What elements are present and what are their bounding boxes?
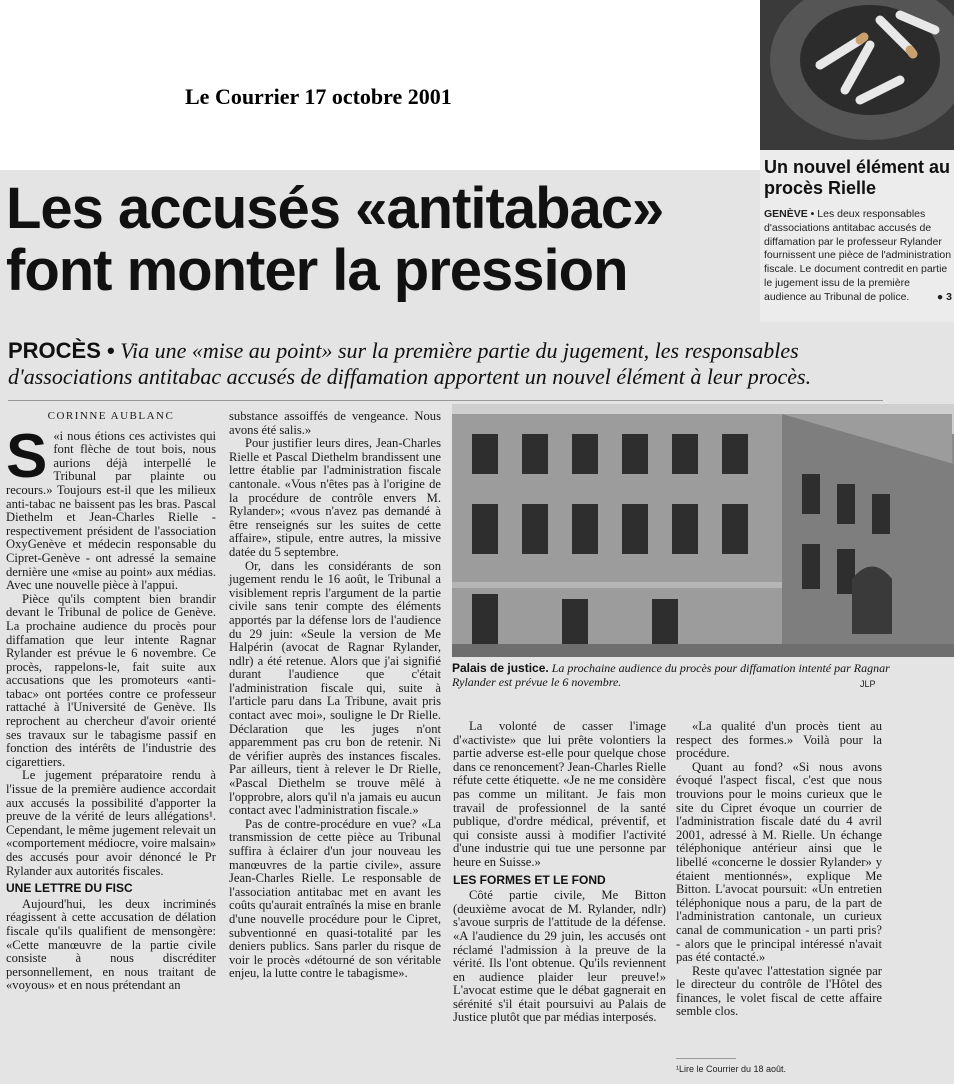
paragraph: Le jugement préparatoire rendu à l'issue de la première audience accordait aux accusés la possibilité d'apporter la preuve de la vérité de leurs allégations¹. Cependant, le même jugement relevait un «comportement médiocre, voire malsain» des accusés pour avoir dénoncé le Pr Rylander aux autorités fiscales.	[6, 768, 216, 878]
drop-cap: S	[6, 421, 48, 491]
palais-de-justice-image	[452, 404, 954, 657]
teaser-kicker: GENÈVE •	[764, 208, 815, 220]
paragraph: «La qualité d'un procès tient au respect des formes.» Voilà pour la procédure.	[676, 719, 882, 761]
ashtray-cigarettes-image	[760, 0, 954, 150]
header-divider	[8, 400, 883, 401]
paragraph: La volonté de casser l'image d'«activiste» que lui prête volontiers la partie adverse est-elle pour quelque chose dans ce renoncement? Jean-Charles Rielle réfute cette étiquette. «Je ne me considère pas comme un militant. Je fais mon travail de professionnel de la santé publique, d'ordre médical, préventif, et qui consiste aussi à modifier l'activité d'une industrie qui tue une personne par heure en Suisse.»	[453, 719, 666, 869]
ashtray-photo	[760, 0, 954, 150]
paragraph: Pour justifier leurs dires, Jean-Charles Rielle et Pascal Diethelm brandissent une lettre établie par l'administration fiscale cantonale. «Vous n'êtes pas à l'origine de la procédure de contrôle envers M. Rylander»; «vous n'avez pas demandé à être renseignés sur les suites de cette affaire», stipule, entre autres, la missive datée du 5 septembre.	[229, 436, 441, 559]
paragraph: Reste qu'avec l'attestation signée par le directeur du contrôle de l'Hôtel des finances, le volet fiscal de cette affaire semble clos.	[676, 963, 882, 1019]
article-column-4	[676, 720, 882, 1019]
footnote: ¹Lire le Courrier du 18 août.	[676, 1064, 787, 1074]
paragraph: «i nous étions ces activistes qui font flèche de tout bois, nous aurions déjà interpellé le Tribunal par plainte ou recours.» Toujours est-il que les milieux anti-tabac ne baissent pas les bras. Pascal Diethelm et Jean-Charles Rielle - respectivement président de l'association OxyGenève et médecin responsable du Cipret-Genève - ont adressé la semaine dernière une «mise au point» aux médias. Avec une nouvelle pièce à l'appui.	[6, 428, 216, 593]
article-column-2	[229, 410, 441, 981]
paragraph: Or, dans les considérants de son jugement rendu le 16 août, le Tribunal a visiblement repris l'argument de la partie civile sans tenir compte des éléments apportés par la défense lors de l'audience du 29 juin: «Seule la version de Me Halpérin (avocat de Ragnar Rylander, ndlr) a été retenue. Alors que j'ai signifié durant l'audience que c'était l'administration fiscale qui, suite à l'article paru dans La Tribune, avait pris contact avec moi», souligne le Dr Rielle. Déclaration que les juges n'ont apparemment pas cru bon de retenir. Ni de vérifier auprès des instances fiscales. Par ailleurs, tient à relever le Dr Rielle, «Pascal Diethelm se trouve mêlé à l'opprobre, alors qu'il n'a jamais eu aucun contact avec l'administration fiscale.»	[229, 558, 441, 818]
headline: Les accusés «antitabac» font monter la pression	[6, 176, 664, 303]
paragraph: Quant au fond? «Si nous avons évoqué l'aspect fiscal, c'est que nous trouvions pour le moins curieux que le site du Cipret évoque un courrier de l'administration fiscale daté du 4 avril 2001, adressé à M. Rielle. Un échange téléphonique antérieur ainsi que le libellé «concerne le dossier Rylander» y étaient mentionnés», explique Me Bitton. L'avocat poursuit: «Un entretien téléphonique nous a paru, de la part de l'administration cantonale, un curieux canal de communication - un parti pris? - alors que le principal intéressé n'avait pas été contacté.»	[676, 759, 882, 965]
subhead-text: Via une «mise au point» sur la première partie du jugement, les responsables d'associations antitabac accusés de diffamation apportent un nouvel élément à leur procès.	[8, 338, 812, 389]
article-column-3	[453, 720, 666, 1025]
section-heading: LES FORMES ET LE FOND	[453, 872, 606, 887]
subhead	[8, 338, 888, 390]
paragraph: Côté partie civile, Me Bitton (deuxième avocat de M. Rylander, ndlr) s'avoue surpris de l'attitude de la défense. «A l'audience du 29 juin, les accusés ont réclamé l'admission à la preuve de la vérité. Ils l'ont obtenue. Qu'ils reviennent en audience plaider leur preuve!» L'avocat estime que le débat gagnerait en sérénité s'il était poursuivi au Palais de Justice plutôt que par médias interposés.	[453, 888, 666, 1025]
photo-credit: JLP	[860, 679, 876, 689]
caption-text: La prochaine audience du procès pour diffamation intenté par Ragnar Rylander est prévue le 6 novembre.	[452, 661, 890, 689]
teaser-body	[764, 208, 952, 305]
paragraph: Pièce qu'ils comptent bien brandir devant le Tribunal de police de Genève. La prochaine audience du procès pour diffamation que leur intente Ragnar Rylander est prévue le 6 novembre. Ce procès, rappelons-le, fait suite aux accusations que les promoteurs «anti-tabac» ont portées contre ce professeur rattaché à l'Université de Genève. Ils reprochent au chercheur d'avoir orienté ses travaux sur le tabagisme passif en fonction des intérêts de l'industrie des cigarettiers.	[6, 591, 216, 769]
section-heading: UNE LETTRE DU FISC	[6, 881, 133, 896]
teaser-text: Les deux responsables d'associations antitabac accusés de diffamation par le professeur Rylander fournissent une pièce de l'administration fiscale. Le document contredit en partie le jugement issu de la première audience au Tribunal de police.	[764, 208, 952, 303]
photo-caption	[452, 661, 894, 689]
byline: CORINNE AUBLANC	[47, 410, 175, 422]
caption-lead: Palais de justice.	[452, 661, 549, 675]
teaser-page-ref: ● 3	[936, 290, 952, 303]
paragraph: Pas de contre-procédure en vue? «La transmission de cette pièce au Tribunal suffira à éclairer d'un jour nouveau les manœuvres de la partie civile», assure Jean-Charles Rielle. Le responsable de l'association antitabac met en avant les coûts qu'aurait entraînés la mise en branle d'une nouvelle procédure pour le Cipret, subventionné en quasi-totalité par les deniers publics. Sans parler du risque de voir le procès «détourné de son véritable enjeu, la lutte contre le tabagisme».	[229, 816, 441, 981]
article-column-1	[6, 410, 216, 993]
source-line: Le Courrier 17 octobre 2001	[185, 84, 452, 109]
paragraph: Aujourd'hui, les deux incriminés réagissent à cette accusation de délation fiscale qu'ils qualifient de mensongère: «Cette manœuvre de la partie civile consiste à nous discréditer personnellement, en nous traitant de «voyous» et en nous prétendant an	[6, 896, 216, 993]
teaser-title: Un nouvel élément au procès Rielle	[764, 157, 951, 198]
courthouse-photo	[452, 404, 954, 657]
paragraph: substance assoiffés de vengeance. Nous avons été salis.»	[229, 409, 441, 437]
footnote-divider	[676, 1058, 736, 1059]
subhead-rubric: PROCÈS •	[8, 338, 115, 363]
